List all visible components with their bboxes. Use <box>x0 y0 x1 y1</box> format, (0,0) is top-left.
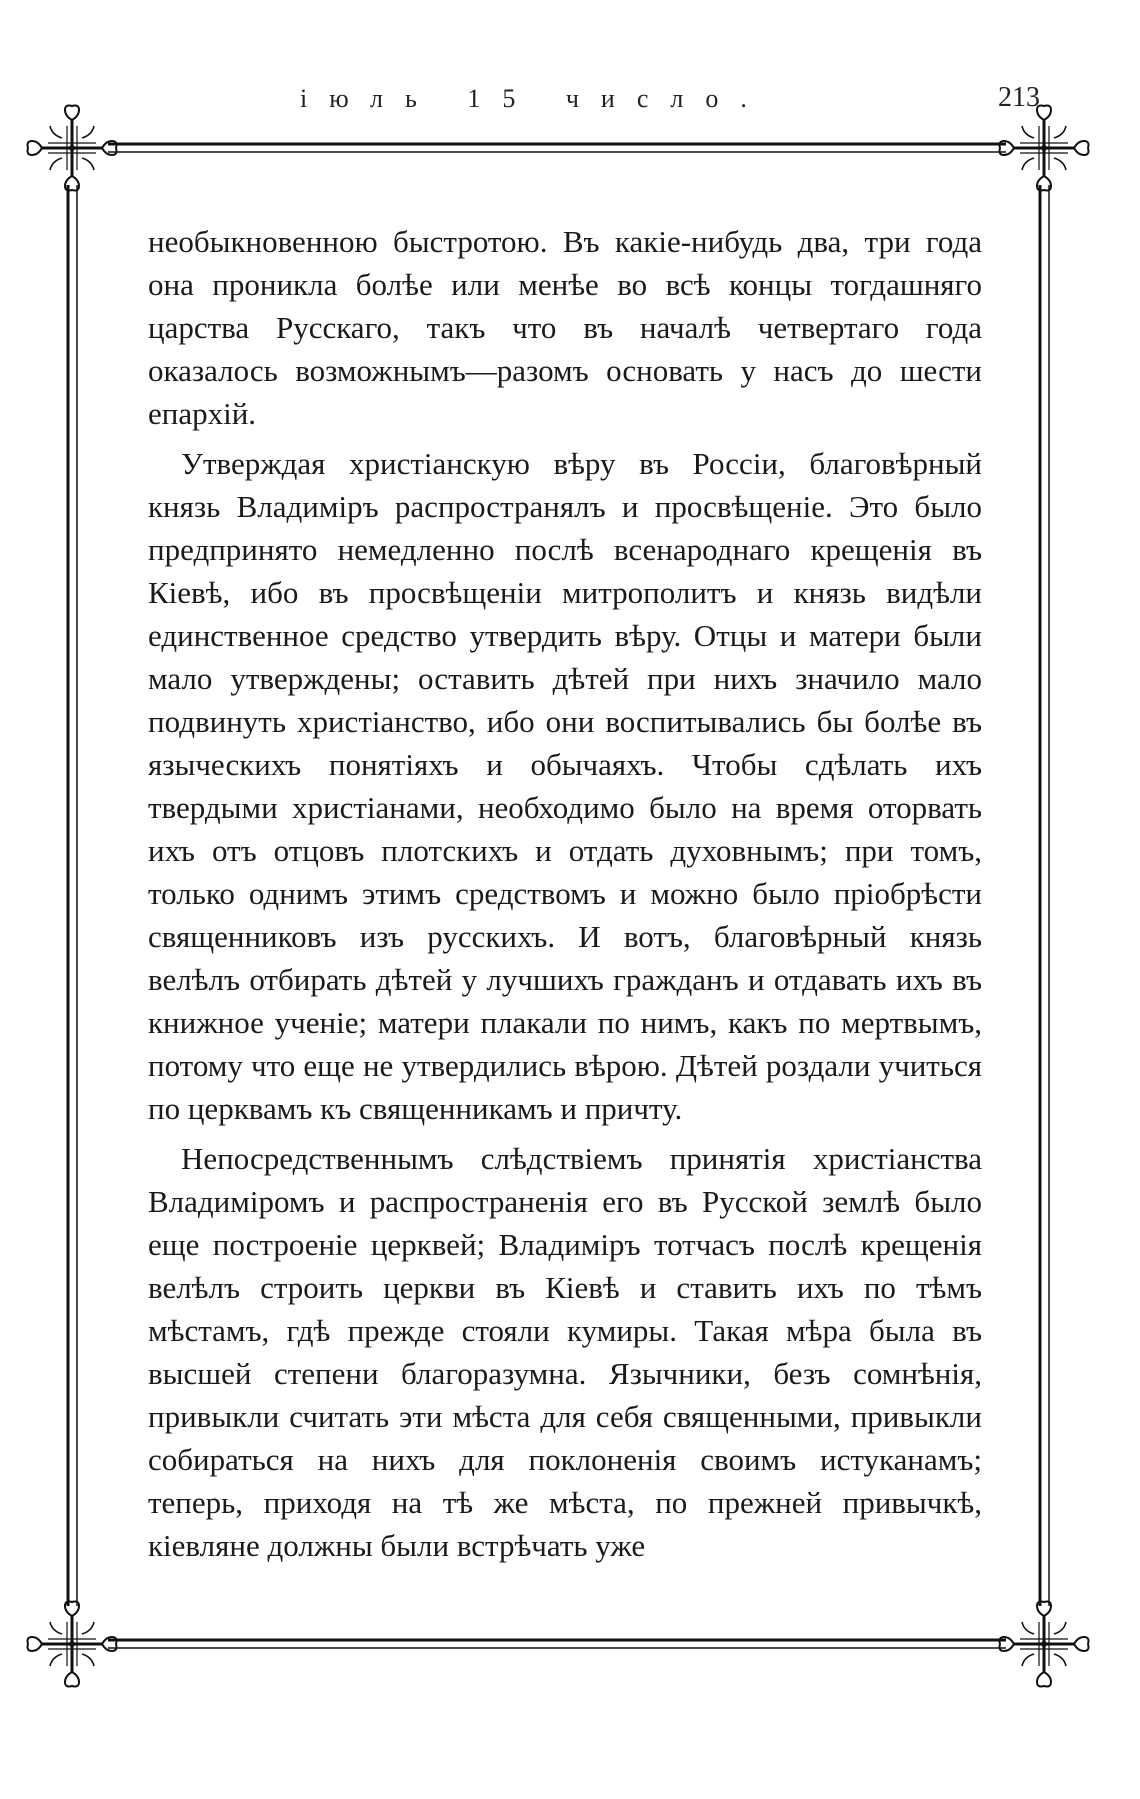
corner-ornament-bottom-right <box>1000 1602 1089 1687</box>
body-text <box>148 220 982 1574</box>
paragraph-3: Непосредственнымъ слѣдствіемъ принятія христіанства Владиміромъ и распространенія его въ Русской землѣ было еще построеніе церквей; Владиміръ тотчасъ послѣ крещенія велѣлъ строить церкви въ Кіевѣ и ставить ихъ по тѣмъ мѣстамъ, гдѣ прежде стояли кумиры. Такая мѣра была въ высшей степени благоразумна. Язычники, безъ сомнѣнія, привыкли считать эти мѣста для себя священными, привыкли собираться на нихъ для поклоненія своимъ истуканамъ; теперь, приходя на тѣ же мѣста, по прежней привычкѣ, кіевляне должны были встрѣчать уже <box>148 1141 982 1563</box>
corner-ornament-top-left <box>28 106 117 191</box>
paragraph-1: необыкновенною быстротою. Въ какіе-нибудь два, три года она проникла болѣе или менѣе во всѣ концы тогдашняго царства Русскаго, такъ что въ началѣ четвертаго года оказалось возможнымъ—разомъ основать у насъ до шести епархій. <box>148 224 982 431</box>
corner-ornament-top-right <box>1000 106 1089 191</box>
corner-ornament-bottom-left <box>28 1602 117 1687</box>
page-number: 213 <box>998 82 1040 113</box>
paragraph-2: Утверждая христіанскую вѣру въ Россіи, благовѣрный князь Владиміръ распространялъ и просвѣщеніе. Это было предпринято немедленно послѣ всенароднаго крещенія въ Кіевѣ, ибо въ просвѣщеніи митрополитъ и князь видѣли единственное средство утвердить вѣру. Отцы и матери были мало утверждены; оставить дѣтей при нихъ значило мало подвинуть христіанство, ибо они воспитывались бы болѣе въ языческихъ понятіяхъ и обычаяхъ. Чтобы сдѣлать ихъ твердыми христіанами, необходимо было на время оторвать ихъ отъ отцовъ плотскихъ и отдать духовнымъ; при томъ, только однимъ этимъ средствомъ и можно было пріобрѣсти священниковъ изъ русскихъ. И вотъ, благовѣрный князь велѣлъ отбирать дѣтей у лучшихъ гражданъ и отдавать ихъ въ книжное ученіе; матери плакали по нимъ, какъ по мертвымъ, потому что еще не утвердились вѣрою. Дѣтей роздали учиться по церквамъ къ священникамъ и причту. <box>148 446 982 1126</box>
running-head: іюль 15 число. <box>300 84 769 113</box>
